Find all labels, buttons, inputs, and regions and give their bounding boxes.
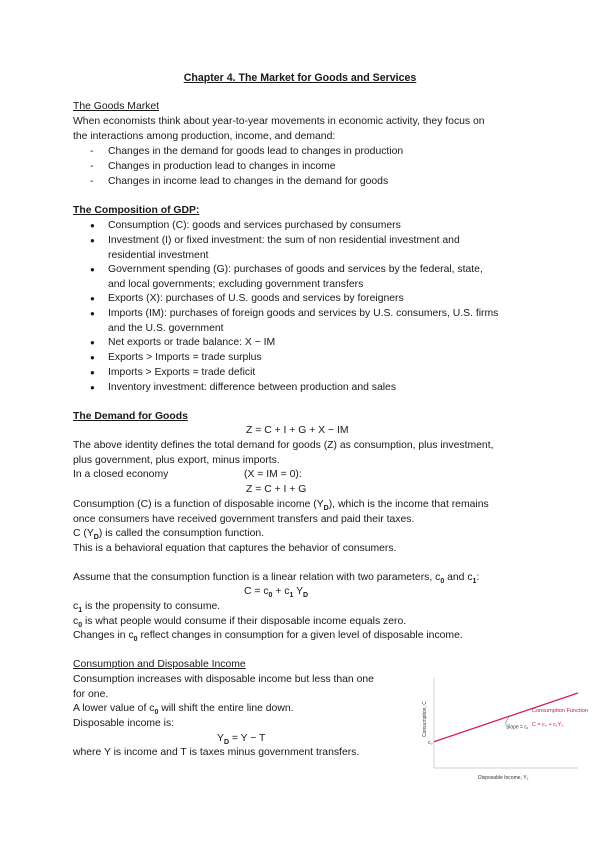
assume-line: Assume that the consumption function is a linear relation with two parameters, $c_0$ and $c_1$: bbox=[73, 572, 480, 586]
consumption-function-line bbox=[434, 693, 578, 742]
c0-changes-line: Changes in $c_0$ reflect changes in consumption for a given level of disposable income. bbox=[73, 630, 463, 644]
list-item: - Changes in production lead to changes in income bbox=[90, 161, 336, 172]
chart-svg bbox=[412, 670, 588, 786]
disposable-income-equation: $Y_D = Y - T$ bbox=[217, 733, 266, 747]
consumption-definition-2: once consumers have received government transfers and paid their taxes. bbox=[73, 514, 415, 525]
bullet-icon: ● bbox=[90, 309, 95, 318]
behavioral-equation-line: This is a behavioral equation that captures the behavior of consumers. bbox=[73, 543, 397, 554]
list-item: ● Exports (X): purchases of U.S. goods and services by foreigners bbox=[90, 292, 530, 307]
x-axis-label: Disposable Income, Y₂ bbox=[478, 775, 529, 781]
cdi-line-1: Consumption increases with disposable income but less than one bbox=[73, 674, 374, 685]
bullet-icon: ● bbox=[90, 338, 95, 347]
cdi-line-3: A lower value of $c_0$ will shift the entire line down. bbox=[73, 703, 294, 717]
list-item: ● Imports > Exports = trade deficit bbox=[90, 366, 530, 381]
demand-paragraph-1: The above identity defines the total demand for goods (Z) as consumption, plus investment, bbox=[73, 440, 494, 451]
c0-definition: $c_0$ is what people would consume if their disposable income equals zero. bbox=[73, 616, 407, 630]
intercept-label: c₀ bbox=[428, 739, 433, 746]
c1-definition: $c_1$ is the propensity to consume. bbox=[73, 601, 221, 615]
cdi-line-5: where Y is income and T is taxes minus government transfers. bbox=[73, 747, 360, 758]
bullet-icon: ● bbox=[90, 368, 95, 377]
bullet-icon: ● bbox=[90, 221, 95, 230]
function-equation-label: C = c₀ + c₁Y₂ bbox=[532, 722, 564, 728]
closed-economy-equation: Z = C + I + G bbox=[246, 484, 307, 495]
demand-heading: The Demand for Goods bbox=[73, 411, 188, 422]
list-item: - Changes in the demand for goods lead to changes in production bbox=[90, 146, 404, 157]
goods-market-heading: The Goods Market bbox=[73, 101, 160, 112]
list-item: ● Imports (IM): purchases of foreign goods and services by U.S. consumers, U.S. firms and the U.S. government bbox=[90, 308, 499, 334]
bullet-icon: ● bbox=[90, 294, 95, 303]
goods-market-intro-2: the interactions among production, income, and demand: bbox=[73, 131, 336, 142]
consumption-equation: $C = c_0 + c_1$ $Y_D$ bbox=[244, 586, 309, 600]
function-label: Consumption Function bbox=[532, 708, 588, 714]
consumption-definition: Consumption (C) is a function of disposable income $(Y_D)$, which is the income that remains bbox=[73, 499, 489, 513]
closed-economy-condition: (X = IM = 0): bbox=[244, 469, 302, 480]
list-item: ● Inventory investment: difference between production and sales bbox=[90, 381, 530, 396]
page-title: Chapter 4. The Market for Goods and Services bbox=[183, 72, 417, 84]
cdi-line-4: Disposable income is: bbox=[73, 718, 175, 729]
closed-economy-label: In a closed economy bbox=[73, 469, 169, 480]
list-item: ● Investment (I) or fixed investment: the sum of non residential investment and residential investment bbox=[90, 235, 460, 261]
cdi-heading: Consumption and Disposable Income bbox=[73, 659, 246, 670]
cdi-line-2: for one. bbox=[73, 689, 109, 700]
list-item: ● Net exports or trade balance: X − IM bbox=[90, 336, 530, 351]
bullet-icon: ● bbox=[90, 383, 95, 392]
consumption-function-line: C $(Y_D)$ is called the consumption function. bbox=[73, 528, 265, 542]
list-item: ● Exports > Imports = trade surplus bbox=[90, 351, 530, 366]
list-item: - Changes in income lead to changes in the demand for goods bbox=[90, 176, 389, 187]
bullet-icon: ● bbox=[90, 265, 95, 274]
composition-heading: The Composition of GDP: bbox=[73, 205, 200, 216]
bullet-icon: ● bbox=[90, 236, 95, 245]
consumption-function-chart bbox=[412, 670, 588, 786]
demand-equation: Z = C + I + G + X − IM bbox=[246, 425, 349, 436]
bullet-icon: ● bbox=[90, 353, 95, 362]
y-axis-label: Consumption, C bbox=[422, 701, 428, 737]
slope-label: Slope = c₁ bbox=[505, 724, 529, 731]
list-item: ● Government spending (G): purchases of goods and services by the federal, state, and local governments; excluding government transfers bbox=[90, 264, 483, 290]
goods-market-intro-1: When economists think about year-to-year movements in economic activity, they focus on bbox=[73, 116, 485, 127]
demand-paragraph-2: plus government, plus export, minus imports. bbox=[73, 455, 280, 466]
list-item: ● Consumption (C): goods and services purchased by consumers bbox=[90, 219, 530, 234]
